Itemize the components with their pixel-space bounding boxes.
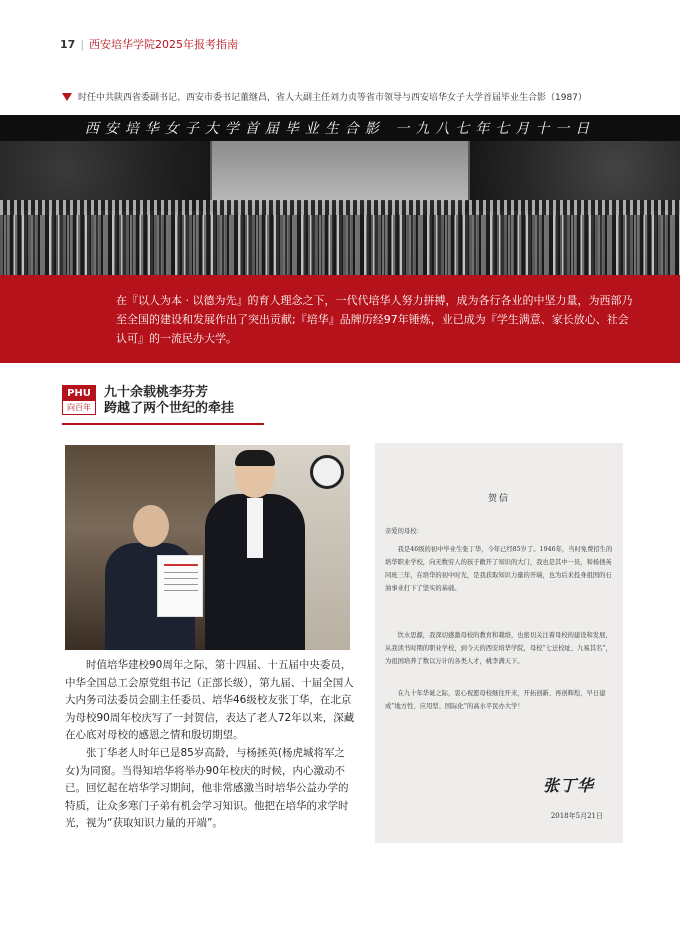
phu-badge (62, 385, 96, 415)
phu-badge-bottom: 向百年 (67, 403, 91, 412)
school-representative (205, 450, 305, 650)
page-number: 17 (60, 37, 76, 51)
body-paragraph-2: 张丁华老人时年已是85岁高龄，与杨拯英(杨虎城将军之女)为同窗。当得知培华将举办90年校庆的时候，内心激动不已。回忆起在培华学习期间，他非常感激当时培华公益办学的特质，让众多寒门子弟有机会学习知识。他把在培华的求学时光，视为“获取知识力量的开端”。 (65, 747, 349, 829)
photo-title-band (0, 115, 680, 141)
page-header (60, 36, 238, 52)
graduation-group-photo (0, 115, 680, 275)
section-title-line1: 九十余载桃李芬芳 (104, 385, 209, 400)
photo-caption-text: 时任中共陕西省委副书记、西安市委书记董继昌，省人大副主任刘力贞等省市领导与西安培华女子大学首届毕业生合影（1987） (78, 93, 587, 103)
photo-caption (62, 90, 662, 103)
letter-date: 2018年5月21日 (550, 812, 603, 820)
section-title (104, 385, 234, 417)
letter-salutation: 亲爱的母校： (385, 528, 423, 535)
letter-signature: 张丁华 (543, 776, 595, 795)
congratulatory-letter (375, 443, 623, 843)
certificate (157, 555, 203, 617)
guide-title: 西安培华学院2025年报考指南 (89, 38, 239, 51)
mission-statement-block (0, 275, 680, 363)
letter-paragraph-1: 我是46级的初中毕业生张丁华，今年已经85岁了。1946年，当时免费招生的培华职业学校，向无数穷人的孩子敞开了知识的大门，我也是其中一员，和杨拯英同班三年，在培华的初中时光，是我获取知识力量的开端，也为后来投身祖国的石油事业打下了坚实的基础。 (385, 546, 613, 592)
section-underline (62, 423, 264, 425)
letter-paragraph-3: 在九十年华诞之际，衷心祝愿母校继往开来，开拓创新、再创辉煌，早日建成“地方性、应用型、国际化”的高水平民办大学！ (385, 690, 606, 710)
building (210, 141, 470, 201)
photo-title-text: 西安培华女子大学首届毕业生合影 一九八七年七月十一日 (84, 121, 596, 137)
letter-title: 贺信 (487, 494, 510, 504)
section-heading (62, 385, 234, 417)
letter-paragraph-2: 饮水思源，我深切感激母校的教育和栽培，也密切关注着母校的建设和发展，从我读书时期的职业学校，到今天的西安培华学院，母校“七迁校址、九易其名”，为祖国培养了数以万计的各类人才，桃李满天下。 (385, 632, 612, 665)
body-paragraph-1: 时值培华建校90周年之际，第十四届、十五届中央委员，中华全国总工会原党组书记（正部长级），第九届、十届全国人大内务司法委员会副主任委员、培华46级校友张丁华，在北京为母校90周年校庆写了一封贺信，表达了老人72年以来，深藏在心底对母校的感恩之情和殷切期望。 (65, 659, 355, 741)
caption-triangle-icon (62, 93, 72, 101)
header-separator: | (80, 37, 85, 51)
clock-icon (310, 455, 344, 489)
section-title-line2: 跨越了两个世纪的牵挂 (104, 401, 235, 416)
mission-statement-text: 在『以人为本 · 以德为先』的育人理念之下，一代代培华人努力拼搏，成为各行各业的中坚力量，为西部乃至全国的建设和发展作出了突出贡献;『培华』品牌历经97年锤炼，业已成为『学生满意、家长放心、社会认可』的一流民办大学。 (116, 294, 633, 345)
phu-badge-top: PHU (63, 386, 95, 401)
alumni-photo (65, 445, 350, 650)
